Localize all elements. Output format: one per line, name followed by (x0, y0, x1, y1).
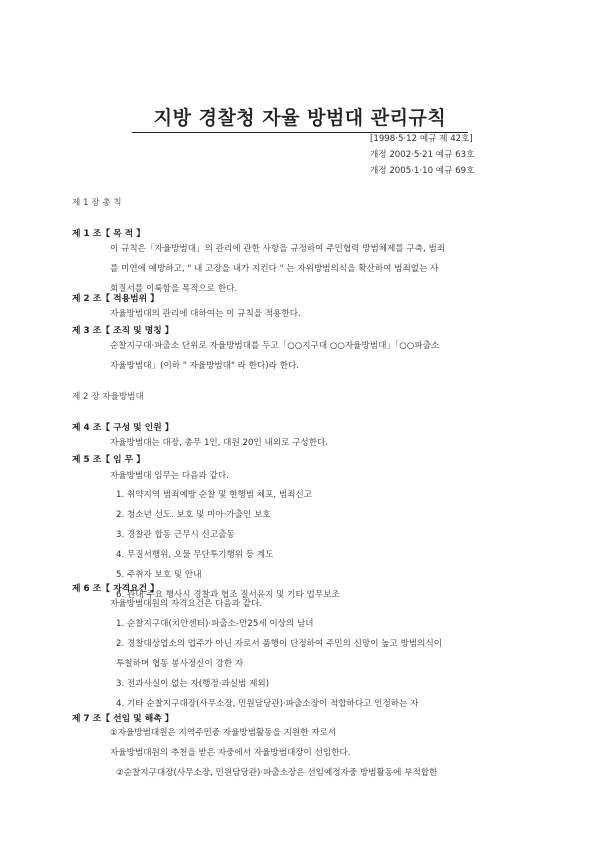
article-paragraph: 자율방범대의 관리에 대하여는 이 규칙을 적용한다. (110, 309, 301, 319)
list-item: 4. 기타 순찰지구대장(사무소장, 민원담당관)·파출소장이 적합하다고 인정하는 자 (116, 699, 419, 709)
list-item: 3. 전과사실이 없는 자(행정·과실범 제외) (116, 679, 270, 689)
article-paragraph: 자율방범대 임무는 다음과 같다. (110, 471, 229, 481)
article-heading: 제 2 조【 적용범위 】 (72, 294, 159, 304)
list-item: 투철하며 협동 봉사정신이 강한 자 (116, 659, 244, 669)
article-heading: 제 6 조【 자격요건 】 (72, 584, 159, 594)
revision-line: [1998·5·12 예규 제 42호] (370, 134, 473, 144)
article-heading: 제 5 조【 임 무 】 (72, 455, 146, 465)
article-paragraph: 자율방범대원의 추천을 받은 자중에서 자율방범대장이 선임한다. (110, 748, 351, 758)
article-heading: 제 7 조【 선임 및 해촉 】 (72, 714, 174, 724)
article-paragraph: 자율방범대」(이하 " 자율방범대" 라 한다)라 한다. (110, 361, 300, 371)
article-heading: 제 1 조【 목 적 】 (72, 229, 146, 239)
article-paragraph: 회질서를 이룩함을 목적으로 한다. (110, 284, 238, 294)
article-heading: 제 3 조【 조직 및 명칭 】 (72, 326, 174, 336)
list-item: 2. 경찰대상업소의 업주가 아닌 자로서 품행이 단정하여 주민의 신망이 높고 방범의식이 (116, 639, 443, 649)
article-paragraph: ②순찰지구대장(사무소장, 민원담당관)·파출소장은 선임예정자중 방범활동에 부적합한 (116, 768, 438, 778)
article-paragraph: 이 규칙은「자율방범대」의 관리에 관한 사항을 규정하여 주민협력 방범체제를 구축, 범죄 (110, 244, 446, 254)
list-item: 2. 청소년 선도. 보호 및 미아·가출인 보호 (116, 510, 271, 520)
revision-line: 개정 2002·5·21 예규 63호 (370, 150, 475, 160)
list-item: 6. 관내 주요 행사시 경찰과 협조 질서유지 및 기타 업무보조 (116, 590, 340, 600)
list-item: 4. 무질서행위, 오물 무단투기행위 등 계도 (116, 550, 274, 560)
article-paragraph: 자율방범대는 대장, 총무 1인, 대원 20인 내외로 구성한다. (110, 438, 329, 448)
article-paragraph: 를 미연에 예방하고, " 내 고장을 내가 지킨다 " 는 자위방범의식을 확산하여 범죄없는 사 (110, 264, 439, 274)
article-paragraph: ①자율방범대원은 지역주민중 자율방범활동을 지원한 자로서 (110, 728, 337, 738)
article-heading: 제 4 조【 구성 및 인원 】 (72, 423, 174, 433)
list-item: 3. 경찰관 합동 근무시 신고출동 (116, 530, 235, 540)
document-title: 지방 경찰청 자율 방범대 관리규칙 (153, 107, 447, 129)
list-item: 1. 취약지역 범죄예방 순찰 및 현행범 체포, 범죄신고 (116, 490, 313, 500)
chapter-heading: 제 2 장 자율방범대 (72, 392, 144, 402)
list-item: 1. 순찰지구대(치안센터)·파출소-만25세 이상의 남녀 (116, 619, 314, 629)
list-item: 5. 주취자 보호 및 안내 (116, 570, 202, 580)
revision-line: 개정 2005·1·10 예규 69호 (370, 166, 475, 176)
chapter-heading: 제 1 장 총 칙 (72, 198, 122, 208)
article-paragraph: 순찰지구대·파출소 단위로 자율방범대를 두고「○○지구대 ○○자율방범대」「○○파출소 (110, 341, 440, 351)
article-paragraph: 자율방범대원의 자격요건은 다음과 같다. (110, 599, 263, 609)
